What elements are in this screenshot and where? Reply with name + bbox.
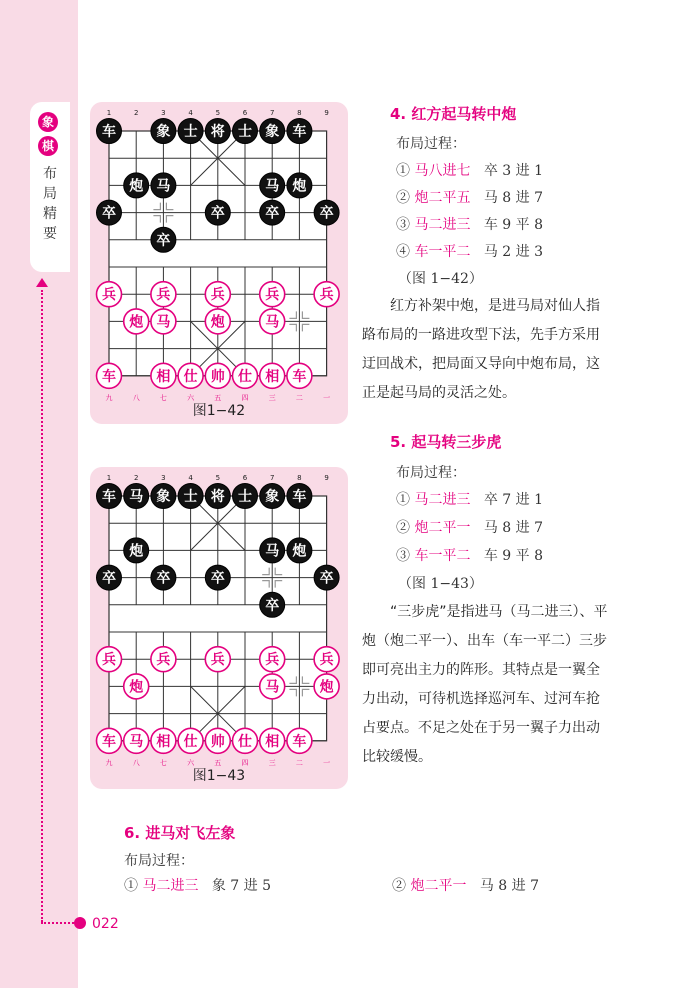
file-label-top: 9: [324, 474, 329, 482]
black-move: 卒 7 进 1: [483, 492, 543, 508]
move-number: ③: [396, 548, 410, 564]
section-5-paragraph: “三步虎”是指进马（马二进三）、平炮（炮二平一）、出车（车一平二）三步即可亮出主力的阵形。其特点是一翼全力出动，可待机选择巡河车、过河车抢占要点。不足之处在于另一翼子力出动比较缓慢。: [362, 604, 608, 765]
move-line: [396, 545, 543, 565]
file-label-bottom: 七: [159, 758, 167, 767]
file-label-bottom: 四: [241, 758, 249, 767]
process-label: 布局过程：: [124, 853, 194, 869]
red-piece-label: 车: [292, 368, 307, 385]
red-piece-label: 马: [129, 733, 144, 750]
red-piece-label: 马: [265, 314, 280, 331]
black-move: 马 8 进 7: [483, 190, 543, 206]
red-piece-label: 兵: [156, 287, 171, 304]
file-label-top: 1: [106, 474, 112, 482]
process-label: 布局过程：: [396, 465, 466, 481]
red-move: 炮二平一: [410, 878, 467, 894]
black-piece-label: 车: [292, 124, 307, 140]
red-move: 车一平二: [414, 548, 471, 564]
file-label-bottom: 二: [295, 393, 303, 402]
move-number: ①: [124, 878, 138, 894]
file-label-top: 3: [161, 474, 166, 482]
file-label-top: 5: [215, 474, 221, 482]
red-piece-label: 帅: [210, 733, 225, 750]
move-line: [396, 214, 543, 234]
file-label-top: 8: [297, 109, 302, 117]
file-label-bottom: 八: [132, 393, 140, 402]
black-piece-label: 士: [183, 124, 198, 140]
red-piece-label: 炮: [129, 679, 144, 696]
file-label-top: 9: [324, 109, 329, 117]
figure-caption: 图1−42: [192, 403, 246, 419]
red-piece-label: 仕: [238, 368, 252, 385]
red-move: 马二进三: [414, 217, 471, 233]
black-piece-label: 卒: [102, 570, 116, 587]
black-piece-label: 象: [156, 124, 171, 140]
red-move: 马二进三: [414, 492, 471, 508]
move-number: ②: [396, 520, 410, 536]
file-label-top: 7: [269, 109, 275, 117]
file-label-top: 8: [297, 474, 302, 482]
black-piece-label: 卒: [265, 597, 280, 614]
red-move: 车一平二: [414, 244, 471, 260]
file-label-top: 4: [188, 109, 193, 117]
file-label-bottom: 一: [323, 393, 331, 402]
black-piece-label: 卒: [319, 205, 334, 222]
black-move: 卒 3 进 1: [483, 163, 543, 179]
move-line: [396, 241, 543, 261]
red-piece-label: 炮: [319, 679, 334, 696]
file-label-bottom: 一: [323, 758, 331, 767]
red-piece-label: 兵: [319, 287, 334, 304]
red-piece-label: 相: [156, 733, 171, 750]
red-piece-label: 帅: [210, 368, 225, 385]
page-number: 022: [92, 916, 119, 932]
file-label-bottom: 三: [268, 393, 276, 402]
black-piece-label: 卒: [210, 205, 225, 222]
file-label-bottom: 七: [159, 393, 167, 402]
red-piece-label: 兵: [102, 287, 116, 304]
file-label-top: 6: [242, 109, 248, 117]
red-piece-label: 仕: [183, 733, 198, 750]
section-6-title: 6. 进马对飞左象: [124, 824, 236, 842]
black-piece-label: 炮: [129, 178, 144, 195]
dotted-line: [41, 290, 43, 922]
file-label-bottom: 五: [214, 393, 222, 402]
red-piece-label: 马: [265, 679, 280, 696]
black-piece-label: 马: [265, 543, 280, 560]
file-label-bottom: 五: [214, 758, 222, 767]
black-piece-label: 卒: [156, 570, 171, 587]
red-piece-label: 兵: [210, 287, 225, 304]
black-piece-label: 卒: [102, 205, 116, 222]
red-piece-label: 兵: [265, 652, 280, 669]
chess-board-43: [90, 467, 348, 767]
black-piece-label: 士: [238, 489, 252, 505]
red-piece-label: 兵: [156, 652, 171, 669]
red-piece-label: 仕: [183, 368, 198, 385]
black-piece-label: 炮: [292, 178, 307, 195]
red-piece-label: 马: [156, 314, 171, 331]
file-label-top: 5: [215, 109, 221, 117]
file-label-bottom: 六: [187, 393, 195, 402]
black-piece-label: 车: [102, 489, 116, 505]
black-piece-label: 卒: [265, 205, 280, 222]
black-move: 象 7 进 5: [211, 878, 271, 894]
black-piece-label: 象: [265, 124, 280, 140]
black-piece-label: 卒: [319, 570, 334, 587]
black-piece-label: 象: [156, 489, 171, 505]
red-piece-label: 车: [102, 733, 116, 750]
move-line: [396, 489, 543, 509]
section-5-title: 5. 起马转三步虎: [390, 433, 502, 451]
chess-board-42: [90, 102, 348, 402]
move-number: ③: [396, 217, 410, 233]
red-piece-label: 兵: [102, 652, 116, 669]
black-move: 马 8 进 7: [479, 878, 539, 894]
black-piece-label: 车: [292, 489, 307, 505]
black-piece-label: 将: [210, 124, 225, 140]
file-label-bottom: 九: [105, 758, 113, 767]
red-piece-label: 车: [292, 733, 307, 750]
black-piece-label: 马: [156, 178, 171, 195]
figure-ref: （图 1−42）: [398, 271, 483, 287]
file-label-bottom: 八: [132, 758, 140, 767]
move-number: ②: [396, 190, 410, 206]
red-piece-label: 兵: [210, 652, 225, 669]
process-label: 布局过程：: [396, 136, 466, 152]
red-move: 马二进三: [142, 878, 199, 894]
move-line: [396, 160, 543, 180]
file-label-bottom: 二: [295, 758, 303, 767]
file-label-bottom: 九: [105, 393, 113, 402]
move-line: [396, 187, 543, 207]
file-label-bottom: 三: [268, 758, 276, 767]
black-move: 车 9 平 8: [483, 548, 543, 564]
file-label-top: 1: [106, 109, 112, 117]
red-piece-label: 炮: [210, 314, 225, 331]
red-piece-label: 相: [156, 368, 171, 385]
section-4-paragraph: 红方补架中炮，是进马局对仙人指路布局的一路进攻型下法，先手方采用迂回战术，把局面又导向中炮布局，这正是起马局的灵活之处。: [362, 298, 600, 401]
file-label-top: 4: [188, 474, 193, 482]
tab-subtitle: 布局精要: [43, 166, 57, 242]
red-piece-label: 相: [265, 733, 280, 750]
move-number: ②: [392, 878, 406, 894]
file-label-bottom: 六: [187, 758, 195, 767]
figure-panel-43: [90, 467, 348, 789]
section-4-title: 4. 红方起马转中炮: [390, 105, 517, 123]
file-label-top: 2: [133, 109, 139, 117]
black-piece-label: 马: [265, 178, 280, 195]
figure-panel-42: [90, 102, 348, 424]
move-number: ①: [396, 163, 410, 179]
tab-char-qi: 棋: [38, 136, 58, 156]
move-line: [396, 517, 543, 537]
red-piece-label: 相: [265, 368, 280, 385]
file-label-top: 2: [133, 474, 139, 482]
black-piece-label: 士: [183, 489, 198, 505]
file-label-bottom: 四: [241, 393, 249, 402]
red-move: 炮二平一: [414, 520, 471, 536]
file-label-top: 6: [242, 474, 248, 482]
file-label-top: 3: [161, 109, 166, 117]
move-number: ①: [396, 492, 410, 508]
black-piece-label: 卒: [156, 232, 171, 249]
figure-caption: 图1−43: [192, 768, 246, 784]
red-piece-label: 兵: [265, 287, 280, 304]
chapter-tab: [30, 102, 70, 272]
up-arrow-icon: [36, 278, 48, 287]
red-piece-label: 仕: [238, 733, 252, 750]
page-dot-icon: [74, 917, 86, 929]
black-piece-label: 卒: [210, 570, 225, 587]
black-piece-label: 车: [102, 124, 116, 140]
move-number: ④: [396, 244, 410, 260]
red-piece-label: 炮: [129, 314, 144, 331]
black-piece-label: 马: [129, 489, 144, 505]
tab-char-xiang: 象: [38, 112, 58, 132]
black-piece-label: 将: [210, 489, 225, 505]
figure-ref: （图 1−43）: [398, 576, 483, 592]
black-piece-label: 士: [238, 124, 252, 140]
black-piece-label: 炮: [292, 543, 307, 560]
file-label-top: 7: [269, 474, 275, 482]
red-piece-label: 车: [102, 368, 116, 385]
dotted-line-horizontal: [41, 922, 77, 924]
black-move: 马 8 进 7: [483, 520, 543, 536]
black-piece-label: 炮: [129, 543, 144, 560]
red-move: 马八进七: [414, 163, 471, 179]
black-move: 马 2 进 3: [483, 244, 543, 260]
black-move: 车 9 平 8: [483, 217, 543, 233]
red-piece-label: 兵: [319, 652, 334, 669]
move-line: [392, 875, 539, 895]
move-line: [124, 875, 271, 895]
black-piece-label: 象: [265, 489, 280, 505]
red-move: 炮二平五: [414, 190, 471, 206]
